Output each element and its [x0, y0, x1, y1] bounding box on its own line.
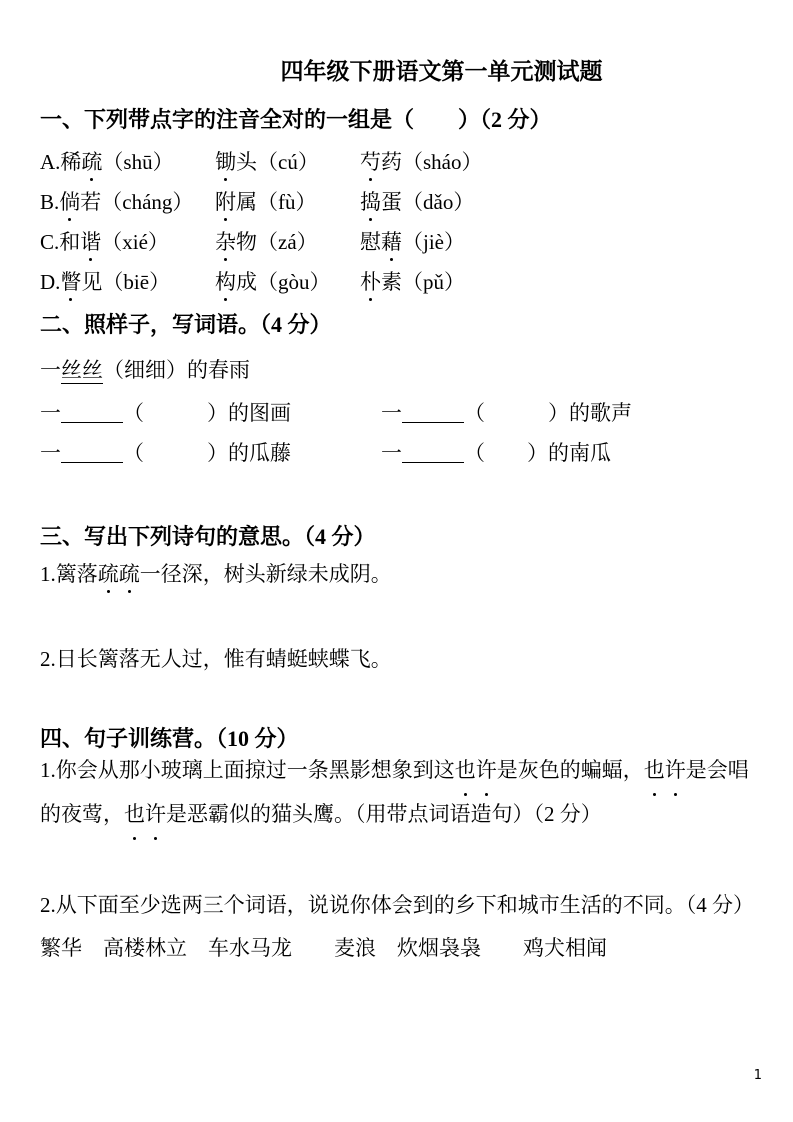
- option-d-word-2: 构成（gòu）: [215, 267, 360, 297]
- section-2-heading: 二、照样子，写词语。（4 分）: [40, 312, 332, 337]
- option-b-word-2: 附属（fù）: [215, 187, 360, 217]
- option-row-b: [40, 187, 755, 217]
- page-number: 1: [753, 1068, 762, 1083]
- blank-item-guateng: 一 （ ）的瓜藤: [40, 441, 291, 465]
- section-1-heading: 一、下列带点字的注音全对的一组是（ ）（2 分）: [40, 107, 552, 132]
- option-c-word-1: C.和谐（xié）: [40, 227, 215, 257]
- page-title: 四年级下册语文第一单元测试题: [280, 59, 603, 84]
- option-row-d: [40, 267, 755, 297]
- section-2-blank-row-1: [40, 398, 755, 428]
- blank-item-nangua: 一 （ ）的南瓜: [381, 441, 611, 465]
- section-4-item-2: 2.从下面至少选两三个词语，说说你体会到的乡下和城市生活的不同。（4 分）: [40, 893, 754, 917]
- section-4-item-1: 1.你会从那小玻璃上面掠过一条黑影想象到这也许是灰色的蝙蝠，也许是会唱 的夜莺，也许是恶霸似的猫头鹰。（用带点词语造句）（2 分）: [40, 748, 755, 836]
- poem-line-2: 2.日长篱落无人过，惟有蜻蜓蛱蝶飞。: [40, 647, 392, 671]
- option-d-word-1: D.瞥见（biē）: [40, 267, 215, 297]
- blank-item-gesheng: 一 （ ）的歌声: [381, 401, 632, 425]
- option-a-word-3: 芍药（sháo）: [360, 147, 755, 177]
- section-3-heading: 三、写出下列诗句的意思。（4 分）: [40, 524, 376, 549]
- option-a-word-2: 锄头（cú）: [215, 147, 360, 177]
- option-row-c: [40, 227, 755, 257]
- section-4-word-bank: 繁华 高楼林立 车水马龙 麦浪 炊烟袅袅 鸡犬相闻: [40, 936, 607, 960]
- option-d-word-3: 朴素（pǔ）: [360, 267, 755, 297]
- option-c-word-2: 杂物（zá）: [215, 227, 360, 257]
- poem-line-1: 1.篱落疏疏一径深，树头新绿未成阴。: [40, 559, 755, 589]
- section-2-blank-row-2: [40, 438, 755, 468]
- option-a-word-1: A.稀疏（shū）: [40, 147, 215, 177]
- blank-item-tuhua: 一 （ ）的图画: [40, 401, 291, 425]
- section-2-example: 一丝丝（细细）的春雨: [40, 358, 250, 382]
- option-row-a: [40, 147, 755, 177]
- section-4-heading: 四、句子训练营。（10 分）: [40, 726, 299, 751]
- option-c-word-3: 慰藉（jiè）: [360, 227, 755, 257]
- option-b-word-3: 捣蛋（dǎo）: [360, 187, 755, 217]
- option-b-word-1: B.倘若（cháng）: [40, 187, 215, 217]
